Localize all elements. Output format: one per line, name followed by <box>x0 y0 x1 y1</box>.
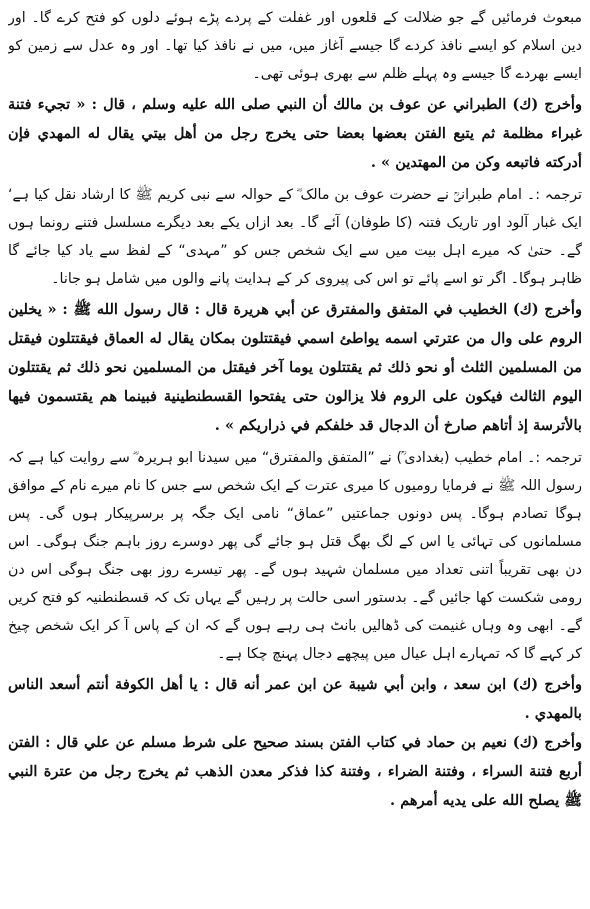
urdu-translation-tabarani: ترجمہ :۔ امام طبرانیؒ نے حضرت عوف بن مالک ؓ کے حوالہ سے نبی کریم ﷺ کا ارشاد نقل کیا ہے‘ ایک غبار آلود اور تاریک فتنہ (کا طوفان) آئے گا۔ بعد ازاں یکے بعد دیگرے مسلسل فتنے رونما ہوں گے۔ حتیٰ کہ میرے اہل بیت میں سے ایک شخص جس کو ”مہدی“ کے لفظ سے یاد کیا جائے گا ظاہر ہوگا۔ اگر تو اسے پائے تو اس کی پیروی کر کے ہدایت پانے والوں میں شامل ہو جانا۔ <box>8 187 582 287</box>
arabic-hadith-khatib: وأخرج (ك) الخطيب في المتفق والمفترق عن أبي هريرة قال : قال رسول الله ﷺ : « يخلين الروم على وال من عترتي اسمه يواطئ اسمي فيقتتلون بمكان يقال له العماق فيقتتلون فيقتل من المسلمين الثلث أو نحو ذلك ثم يقتتلون يوما آخر فيقتل من المسلمين نحو ذلك ثم يقتتلون اليوم الثالث فيكون على الروم فلا يزالون حتى يفتحوا القسطنطينية فبينما هم يقتسمون فيها بالأترسة إذ أتاهم صارخ أن الدجال قد خلفكم في ذراريكم » . <box>8 301 582 434</box>
urdu-translation-khatib: ترجمہ :۔ امام خطیب (بغدادی ؒ) نے ”المتفق والمفترق“ میں سیدنا ابو ہریرہ ؓ سے روایت کیا ہے کہ رسول اللہ ﷺ نے فرمایا رومیوں کا میری عترت کے ایک شخص سے جس کا نام میرے نام کے موافق ہوگا تصادم ہوگا۔ پس دونوں جماعتیں ”عماق“ نامی ایک جگہ پر برسرپیکار ہوں گی۔ پس مسلمانوں کی تہائی یا اس کے لگ بھگ قتل ہو جائے گی پھر دوسرے روز باہم جنگ ہوگی۔ اس دن بھی تقریباً اتنی تعداد میں مسلمان شہید ہوں گے۔ پھر تیسرے روز بھی جنگ ہوگی اس دن رومی شکست کھا جائیں گے۔ بدستور اسی حالت پر رہیں گے یہاں تک کہ قسطنطنیہ کو فتح کریں گے۔ ابھی وہ وہاں غنیمت کی ڈھالیں بانٹ ہی رہے ہوں گے کہ ان کے پاس آ کر ایک شخص چیخ کر کہے گا کہ تمہارے اہل عیال میں پیچھے دجال پہنچ چکا ہے۔ <box>8 450 582 662</box>
arabic-hadith-nuaym: وأخرج (ك) نعيم بن حماد في كتاب الفتن بسند صحيح على شرط مسلم عن علي قال : الفتن أربع فتنة السراء ، وفتنة الضراء ، وفتنة كذا فذكر معدن الذهب ثم يخرج رجل من عترة النبي ﷺ يصلح الله على يديه أمرهم . <box>8 734 582 809</box>
arabic-hadith-ibn-saad: وأخرج (ك) ابن سعد ، وابن أبي شيبة عن ابن عمر أنه قال : يا أهل الكوفة أنتم أسعد الناس بالمهدي . <box>8 676 582 722</box>
arabic-hadith-tabarani: وأخرج (ك) الطبراني عن عوف بن مالك أن النبي صلى الله عليه وسلم ، قال : « تجيء فتنة غبراء مظلمة ثم يتبع الفتن بعضها بعضا حتى يخرج رجل من أهل بيتي يقال له المهدي فإن أدركته فاتبعه وكن من المهتدين » . <box>8 96 582 171</box>
urdu-paragraph-intro: مبعوث فرمائیں گے جو ضلالت کے قلعوں اور غفلت کے پردے پڑے ہوئے دلوں کو فتح کرے گا۔ اور دین اسلام کو ایسے نافذ کردے گا جیسے آغاز میں، میں نے نافذ کیا تھا۔ اور وہ عدل سے زمین کو ایسے بھردے گا جیسے وہ پہلے ظلم سے بھری ہوئی تھی۔ <box>8 10 582 82</box>
